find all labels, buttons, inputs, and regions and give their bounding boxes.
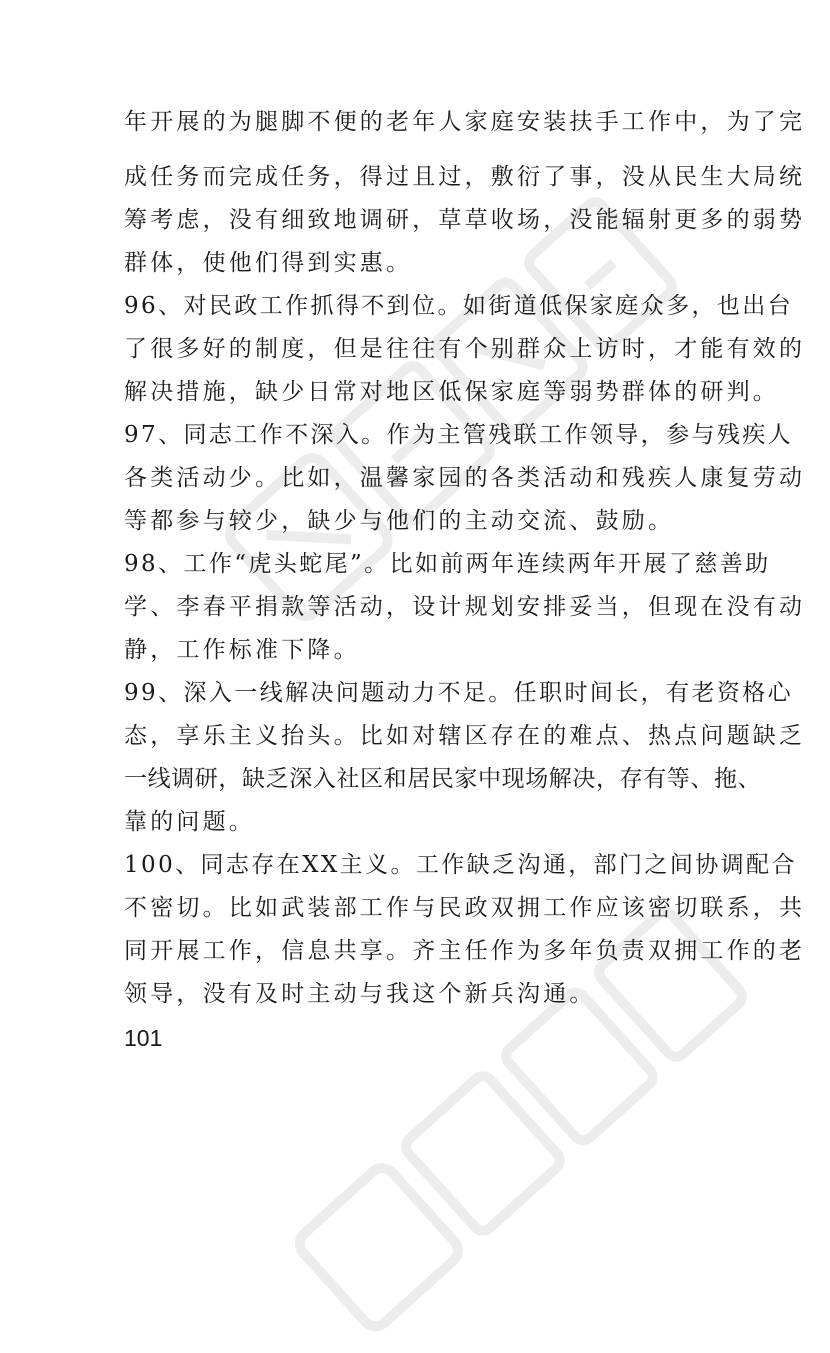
text-line: 等都参与较少，缺少与他们的主动交流、鼓励。 [124,508,675,534]
text-line: 领导，没有及时主动与我这个新兵沟通。 [124,981,596,1007]
text-line: 同开展工作，信息共享。齐主任作为多年负责双拥工作的老 [124,938,806,964]
text-line: 一线调研，缺乏深入社区和居民家中现场解决，存有等、拖、 [124,766,762,792]
item-100-line: 100、同志存在XX主义。工作缺乏沟通，部门之间协调配合 [124,852,797,878]
text-line: 静，工作标准下降。 [124,637,360,663]
text-line: 不密切。比如武装部工作与民政双拥工作应该密切联系，共 [124,895,806,921]
item-97-line: 97、同志工作不深入。作为主管残联工作领导，参与残疾人 [124,422,794,448]
text-line: 态，享乐主义抬头。比如对辖区存在的难点、热点问题缺乏 [124,723,806,749]
text-line: 筹考虑，没有细致地调研，草草收场，没能辐射更多的弱势 [124,207,806,233]
text-line: 成任务而完成任务，得过且过，敷衍了事，没从民生大局统 [124,164,806,190]
text-line: 年开展的为腿脚不便的老年人家庭安装扶手工作中，为了完 [124,109,806,135]
text-line: 靠的问题。 [124,809,255,835]
text-line: 了很多好的制度，但是往往有个别群众上访时，才能有效的 [124,336,806,362]
item-96-line: 96、对民政工作抓得不到位。如街道低保家庭众多，也出台 [124,293,794,319]
text-line: 学、李春平捐款等活动，设计规划安排妥当，但现在没有动 [124,594,806,620]
item-101-number: 101 [124,1025,163,1051]
item-98-line: 98、工作“虎头蛇尾”。比如前两年连续两年开展了慈善助 [124,551,771,577]
text-line: 群体，使他们得到实惠。 [124,250,413,276]
text-line: 解决措施，缺少日常对地区低保家庭等弱势群体的研判。 [124,379,779,405]
item-99-line: 99、深入一线解决问题动力不足。任职时间长，有老资格心 [124,680,794,706]
text-line: 各类活动少。比如，温馨家园的各类活动和残疾人康复劳动 [124,465,806,491]
